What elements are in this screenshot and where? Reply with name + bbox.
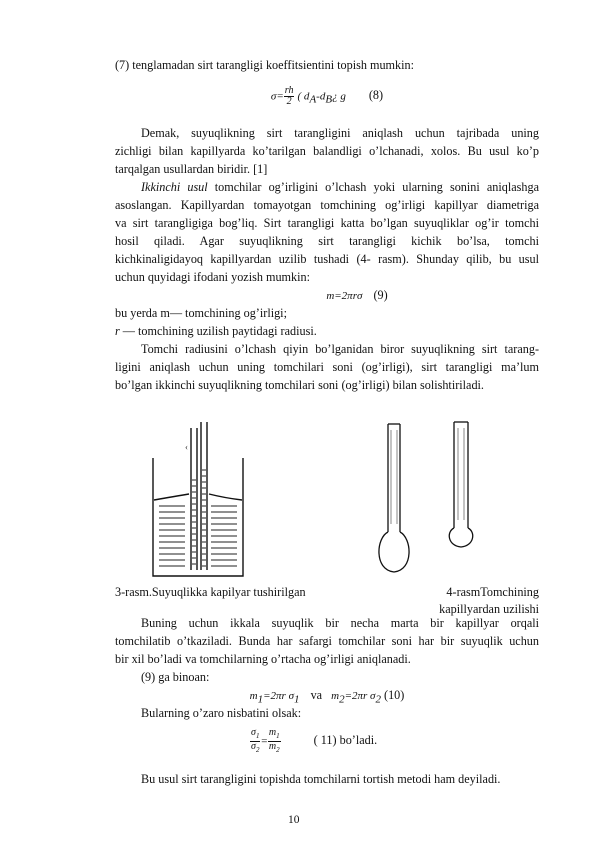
text-line: tarqalgan usullardan biridir. [1] <box>115 162 268 177</box>
svg-text:‹: ‹ <box>185 442 188 452</box>
text-line: kichkinaligidayoq kapillyardan uzilib tushadi (4- rasm). Shunday qilib, bu usul <box>115 252 539 267</box>
eq11-num-left <box>250 728 260 742</box>
eq11-den-left <box>250 742 260 755</box>
equation-8 <box>115 86 539 109</box>
paragraph-3 <box>115 340 539 394</box>
eq11-m: m <box>268 727 277 738</box>
eq8-term: ( d <box>297 90 310 103</box>
eq11-sigma: σ <box>251 741 256 752</box>
eq10-expr1: =2πr σ <box>263 690 295 702</box>
eq9-label: (9) <box>373 288 388 302</box>
figure-3-capillary-in-liquid <box>145 420 250 580</box>
eq10-label: (10) <box>384 688 405 702</box>
eq11-right-fraction <box>268 728 281 755</box>
eq11-den-right <box>268 742 281 755</box>
text-line: Tomchi radiusini o’lchash qiyin bo’lganidan biror suyuqlikning sirt tarang- <box>141 342 539 356</box>
text-line: Demak, suyuqlikning sirt tarangligini aniqlash uchun tajribada uning <box>141 126 539 140</box>
definition-r-text: — tomchining uzilish paytidagi radiusi. <box>119 324 317 339</box>
eq10-expr2: =2πr σ <box>344 690 376 702</box>
text-line <box>115 178 539 196</box>
paragraph-1 <box>115 124 539 178</box>
definition-r <box>115 322 539 340</box>
text-line: bir xil bo’ladi va tomchilarning o’rtacha og’irligi aniqlanadi. <box>115 652 411 667</box>
eq8-sub-b: B <box>325 93 333 106</box>
definition-m: bu yerda m— tomchining og’irligi; <box>115 306 287 320</box>
figure-4-drop-detachment <box>370 420 500 580</box>
figure-4-caption-line: kapillyardan uzilishi <box>439 602 539 616</box>
text-line: tomchilatib o’tkaziladi. Bunda har safargi tomchilar soni har bir suyuqlik uchun <box>115 634 539 649</box>
eq8-fraction <box>284 86 295 107</box>
page-number: 10 <box>288 814 300 826</box>
eq8-sub-a: A <box>309 93 317 106</box>
eq9-expression: m=2πrσ <box>326 290 363 302</box>
eq11-sigma: σ <box>251 727 256 738</box>
text-line: uchun quyidagi ifodani yozish mumkin: <box>115 270 310 285</box>
eq8-denominator: 2 <box>286 96 292 107</box>
eq11-label: ( 11) bo’ladi. <box>313 733 378 748</box>
equation-reference: (7) <box>115 58 130 72</box>
eq10-sub: 1 <box>294 693 300 706</box>
eq11-left-fraction <box>250 728 260 755</box>
eq8-label: (8) <box>368 88 384 103</box>
text-line: hosil qiladi. Agar suyuqlikning sirt tarangligi kichik bo’lsa, tomchi <box>115 234 539 249</box>
eq8-term-end: ¿ g <box>332 90 346 103</box>
text-line: zichligi bilan kapillyarda ko’tarilgan balandligi o’lchanadi, xolos. Bu usul ko’p <box>115 144 539 159</box>
text-line: asoslangan. Kapillyardan tomayotgan tomchining og’irligi kapillyar diametriga <box>115 198 539 213</box>
paragraph-2 <box>115 178 539 287</box>
text-line: Buning uchun ikkala suyuqlik bir necha marta bir kapillyar orqali <box>141 616 539 630</box>
text-line: bo’lgan ikkinchi suyuqlikning tomchilari soni (og’irligi) bilan solishtiriladi. <box>115 378 484 393</box>
eq11-equals: = <box>260 735 268 748</box>
paragraph-7: Bu usul sirt tarangligini topishda tomchilarni tortish metodi ham deyiladi. <box>141 772 501 786</box>
figure-4-caption-line: 4-rasmTomchining <box>446 585 539 599</box>
eq10-m1: m <box>249 690 258 702</box>
eq11-sub: 1 <box>255 732 260 740</box>
figure-3-caption: 3-rasm.Suyuqlikka kapilyar tushirilgan <box>115 585 306 599</box>
text-line: va sirt tarangligiga bog’liq. Sirt tarangligi katta bo’lgan suyuqliklar og’ir tomchi <box>115 216 539 231</box>
eq8-term-mid: -d <box>316 90 326 103</box>
eq11-num-right <box>268 728 281 742</box>
method-title: Ikkinchi usul <box>141 180 208 194</box>
eq8-lhs: σ= <box>270 90 284 103</box>
paragraph-6: Bularning o’zaro nisbatini olsak: <box>141 706 302 720</box>
intro-paragraph <box>115 56 539 74</box>
text-fragment: tomchilar og’irligini o’lchash yoki ularning sonini aniqlashga <box>207 180 539 194</box>
eq10-sub: 2 <box>375 693 381 706</box>
eq11-sub: 1 <box>276 732 280 740</box>
eq11-sub: 2 <box>276 746 280 754</box>
paragraph-5: (9) ga binoan: <box>141 670 210 684</box>
equation-9 <box>115 286 539 305</box>
eq10-sub: 2 <box>339 693 345 706</box>
eq8-numerator: rh <box>284 85 294 96</box>
figure-4-caption <box>380 584 539 618</box>
eq10-m2: m <box>331 690 340 702</box>
definitions <box>115 304 539 340</box>
eq10-and: va <box>310 688 323 702</box>
paragraph-4 <box>115 614 539 668</box>
text-line: ligini aniqlash uchun uning tomchilari soni (og’irligi), sirt tarangligi ma’lum <box>115 360 539 375</box>
eq11-m: m <box>268 741 277 752</box>
intro-text: tenglamadan sirt tarangligi koeffitsientini topish mumkin: <box>132 58 415 72</box>
variable-r: r <box>115 324 120 339</box>
eq10-sub: 1 <box>257 693 264 706</box>
eq11-sub: 2 <box>255 746 260 754</box>
equation-11 <box>250 728 500 755</box>
